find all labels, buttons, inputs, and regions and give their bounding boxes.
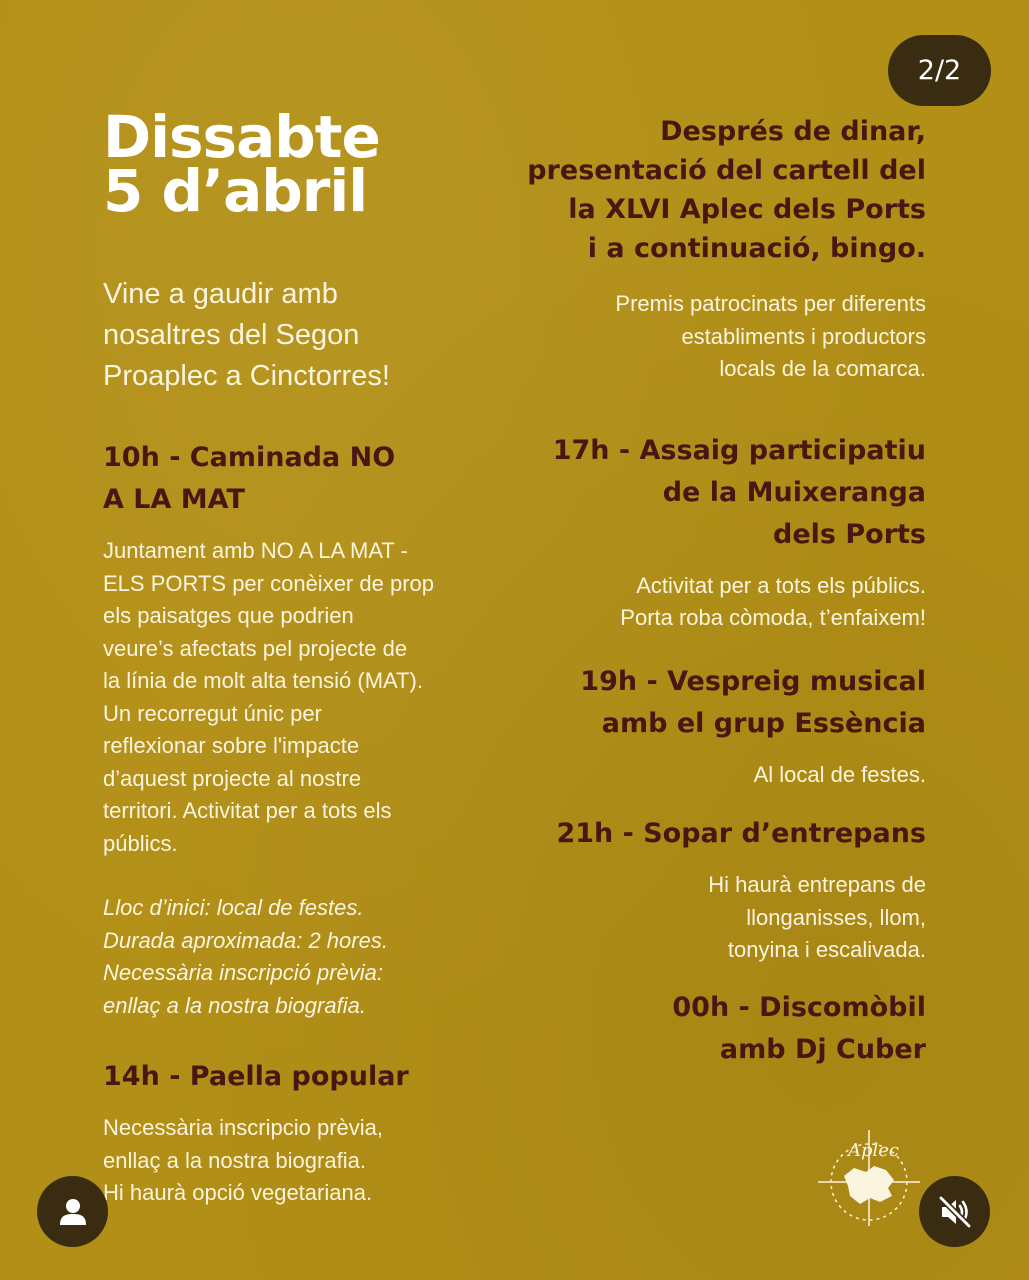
vespreig-heading	[486, 661, 926, 745]
page-counter: 2/2	[888, 35, 991, 106]
body-line: establiments i productors	[681, 323, 926, 349]
intro-text	[103, 274, 503, 397]
caminada-heading	[103, 437, 503, 521]
dinar-description	[486, 288, 926, 386]
body-line: Hi haurà entrepans de	[708, 872, 926, 897]
title-line: Dissabte	[103, 103, 380, 171]
body-line: Un recorregut únic per	[103, 700, 322, 726]
sopar-description	[486, 869, 926, 967]
body-line: veure’s afectats pel projecte de	[103, 635, 408, 661]
detail-line: enllaç a la nostra biografia.	[103, 992, 366, 1018]
body-line: Necessària inscripcio prèvia,	[103, 1115, 383, 1140]
caminada-description	[103, 535, 503, 860]
heading-line: 00h - Discomòbil	[672, 991, 926, 1023]
body-line: d’aquest projecte al nostre	[103, 765, 362, 791]
dinar-heading	[486, 112, 926, 268]
body-line: Activitat per a tots els públics.	[636, 572, 926, 598]
sopar-heading	[486, 813, 926, 855]
heading-line: la XLVI Aplec dels Ports	[568, 194, 926, 225]
heading-line: amb Dj Cuber	[719, 1033, 926, 1065]
svg-text:Aplec: Aplec	[848, 1140, 900, 1161]
intro-line: nosaltres del Segon	[103, 319, 360, 351]
body-line: tonyina i escalivada.	[727, 937, 926, 962]
paella-heading	[103, 1056, 503, 1098]
speaker-muted-icon	[936, 1193, 974, 1231]
detail-line: Durada aproximada: 2 hores.	[103, 927, 388, 953]
aplec-logo	[814, 1128, 924, 1228]
body-line: enllaç a la nostra biografia.	[103, 1147, 366, 1173]
vespreig-description	[486, 759, 926, 792]
body-line: reflexionar sobre l'impacte	[103, 733, 360, 758]
body-line: Al local de festes.	[753, 761, 926, 787]
assaig-heading	[486, 430, 926, 556]
mute-button[interactable]	[919, 1176, 990, 1247]
intro-line: Vine a gaudir amb	[103, 278, 338, 310]
assaig-description	[486, 570, 926, 635]
body-line: ELS PORTS per conèixer de prop	[103, 570, 434, 596]
heading-line: 19h - Vespreig musical	[580, 665, 926, 697]
heading-line: amb el grup Essència	[601, 707, 926, 739]
left-column	[103, 103, 503, 1210]
heading-line: 21h - Sopar d’entrepans	[556, 818, 926, 849]
body-line: locals de la comarca.	[719, 356, 926, 381]
detail-line: Lloc d’inici: local de festes.	[103, 895, 364, 920]
user-icon	[56, 1195, 90, 1229]
heading-line: Després de dinar,	[660, 116, 926, 147]
heading-line: 10h - Caminada NO	[103, 442, 396, 473]
body-line: Porta roba còmoda, t’enfaixem!	[620, 605, 926, 630]
heading-line: de la Muixeranga	[662, 476, 926, 508]
heading-line: i a continuació, bingo.	[587, 233, 926, 264]
body-line: els paisatges que podrien	[103, 603, 354, 628]
caminada-details	[103, 892, 503, 1022]
body-line: llonganisses, llom,	[746, 904, 926, 930]
paella-description	[103, 1112, 503, 1210]
detail-line: Necessària inscripció prèvia:	[103, 960, 383, 985]
body-line: Juntament amb NO A LA MAT -	[103, 538, 408, 563]
right-column	[486, 112, 926, 1071]
heading-line: A LA MAT	[103, 484, 245, 515]
heading-line: presentació del cartell del	[527, 155, 926, 186]
intro-line: Proaplec a Cinctorres!	[103, 360, 390, 392]
body-line: Premis patrocinats per diferents	[615, 291, 926, 316]
title-line: 5 d’abril	[103, 157, 368, 225]
poster-title	[103, 103, 503, 225]
heading-line: 14h - Paella popular	[103, 1061, 409, 1092]
heading-line: 17h - Assaig participatiu	[552, 434, 926, 466]
disco-heading	[486, 987, 926, 1071]
body-line: territori. Activitat per a tots els	[103, 798, 392, 823]
body-line: Hi haurà opció vegetariana.	[103, 1180, 373, 1205]
profile-button[interactable]	[37, 1176, 108, 1247]
body-line: la línia de molt alta tensió (MAT).	[103, 668, 423, 693]
heading-line: dels Ports	[773, 518, 926, 550]
body-line: públics.	[103, 830, 178, 856]
